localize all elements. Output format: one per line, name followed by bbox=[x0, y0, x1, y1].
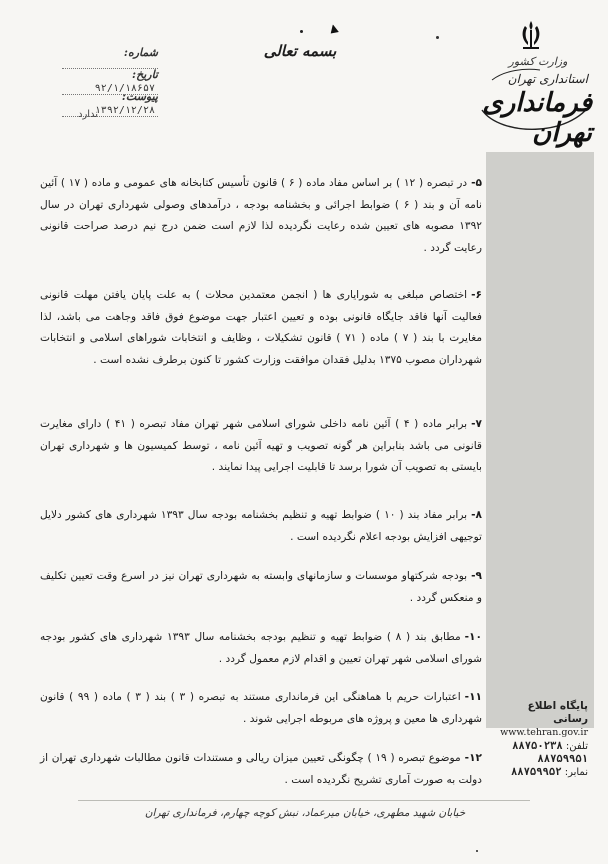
ink-speck bbox=[476, 850, 478, 852]
letter-attachment bbox=[50, 90, 158, 117]
clause-number: ۸- bbox=[471, 509, 482, 521]
clause-number: ۱۰- bbox=[464, 631, 482, 643]
clause-number: ۶- bbox=[471, 289, 482, 301]
website-link[interactable]: www.tehran.gov.ir bbox=[500, 727, 588, 739]
fax-number: ۸۸۷۵۹۹۵۲ bbox=[510, 766, 562, 779]
governorate-name: فرمانداری تهران bbox=[482, 88, 592, 148]
phone-line bbox=[490, 740, 588, 753]
ink-mark bbox=[328, 24, 340, 36]
clause-text: اختصاص مبلغی به شورایاری ها ( انجمن معتمدین محلات ) به علت پایان یافتن مهلت قانونی فعالیت آنها فاقد جایگاه قانونی بوده و تعیین اعتبار جهت موضوع فوق فاقد وجاهت می باشد، لذا مغایرت با بند ( ۷ ) ماده ( ۷۱ ) قانون تشکیلات ، وظایف و انتخابات شوراهای اسلامی و انتخابات شهرداران مصوب ۱۳۷۵ بدلیل فقدان موافقت وزارت کشور تا کنون برطرف نشده است . bbox=[40, 289, 482, 366]
clause-number: ۱۱- bbox=[464, 691, 482, 703]
phone-number-1: ۸۸۷۵۰۲۳۸ bbox=[512, 739, 563, 752]
number-label: شماره: bbox=[123, 46, 158, 59]
clause-number: ۹- bbox=[471, 570, 482, 582]
basmala-heading: بسمه تعالی bbox=[263, 42, 337, 60]
clause-5 bbox=[40, 173, 482, 259]
clause-number: ۵- bbox=[471, 177, 482, 189]
clause-text: بودجه شرکتهاو موسسات و سازمانهای وابسته به شهرداری تهران نیز در اسرع وقت تعیین تکلیف و منعکس گردد . bbox=[40, 570, 482, 604]
clause-11 bbox=[40, 687, 482, 730]
clause-text: برابر مفاد بند ( ۱۰ ) ضوابط تهیه و تنظیم بخشنامه بودجه سال ۱۳۹۳ شهرداری های کشور دلایل توجیهی افزایش بودجه اعلام نگردیده است . bbox=[40, 509, 482, 543]
clause-text: موضوع تبصره ( ۱۹ ) چگونگی تعیین میزان ریالی و مستندات قانون مطالبات شهرداری تهران از دولت به صورت آماری تشریح نگردیده است . bbox=[40, 752, 482, 786]
footer-address: خیابان شهید مطهری، خیابان میرعماد، نبش کوچه چهارم، فرمانداری تهران bbox=[144, 807, 466, 819]
fax-line bbox=[490, 766, 588, 779]
clause-number: ۱۲- bbox=[464, 752, 482, 764]
info-title: پایگاه اطلاع رسانی bbox=[527, 700, 588, 726]
clause-number: ۷- bbox=[471, 418, 483, 430]
clause-text: مطابق بند ( ۸ ) ضوابط تهیه و تنظیم بودجه بخشنامه سال ۱۳۹۳ شهرداری های کشور بودجه شورای اسلامی شهر تهران تعیین و اقدام لازم معمول گردد . bbox=[40, 631, 482, 665]
province-name: استانداری تهران bbox=[507, 72, 588, 86]
no-attachment-note: ندارد bbox=[78, 109, 99, 120]
contact-info bbox=[490, 700, 588, 779]
attachment-label: پیوست: bbox=[121, 90, 158, 103]
clause-text: اعتبارات حریم با هماهنگی این فرمانداری مستند به تبصره ( ۳ ) بند ( ۳ ) ماده ( ۹۹ ) قانون شهرداری ها معین و پروژه های مربوطه اجرایی شوند . bbox=[40, 691, 482, 725]
ink-speck bbox=[300, 30, 303, 33]
clause-9 bbox=[40, 566, 482, 609]
phone-label: تلفن: bbox=[565, 740, 588, 752]
clause-7 bbox=[40, 414, 482, 479]
clause-10 bbox=[40, 627, 482, 670]
clause-6 bbox=[40, 285, 482, 371]
clause-8 bbox=[40, 505, 482, 548]
ministry-name: وزارت کشور bbox=[508, 55, 568, 68]
date-label: تاریخ: bbox=[132, 68, 158, 81]
attachment-value: ۱۳۹۲/۱۲/۲۸ bbox=[62, 105, 158, 117]
date-value: ۹۲/۱/۱۸۶۵۷ bbox=[62, 83, 158, 95]
ink-speck bbox=[436, 36, 439, 39]
clause-12 bbox=[40, 748, 482, 791]
footer-divider bbox=[78, 800, 530, 801]
clause-text: در تبصره ( ۱۲ ) بر اساس مفاد ماده ( ۶ ) قانون تأسیس کتابخانه های عمومی و ماده ( ۱۷ ) آئین نامه آن و بند ( ۶ ) ضوابط اجرائی و بخشنامه بودجه ، درآمدهای وصولی شهرداری تهران در سال ۱۳۹۲ مصوبه های تعیین شده رعایت نگردیده لذا لازم است ضمن درج نیم درصد صراحت قانونی رعایت گردد . bbox=[40, 177, 483, 254]
clause-text: برابر ماده ( ۴ ) آئین نامه داخلی شورای اسلامی شهر تهران مفاد تبصره ( ۴۱ ) دارای مغایرت قانونی می باشد بنابراین هر گونه تصویب و تهیه آئین نامه ، توسط کمیسیون ها و شهرداری تهران بایستی به تصویب آن شورا برسد تا قابلیت اجرایی پیدا نمایند . bbox=[40, 418, 482, 474]
side-band bbox=[486, 152, 594, 728]
phone-number-2: ۸۸۷۵۹۹۵۱ bbox=[537, 752, 588, 765]
fax-label: نمابر: bbox=[564, 767, 588, 779]
